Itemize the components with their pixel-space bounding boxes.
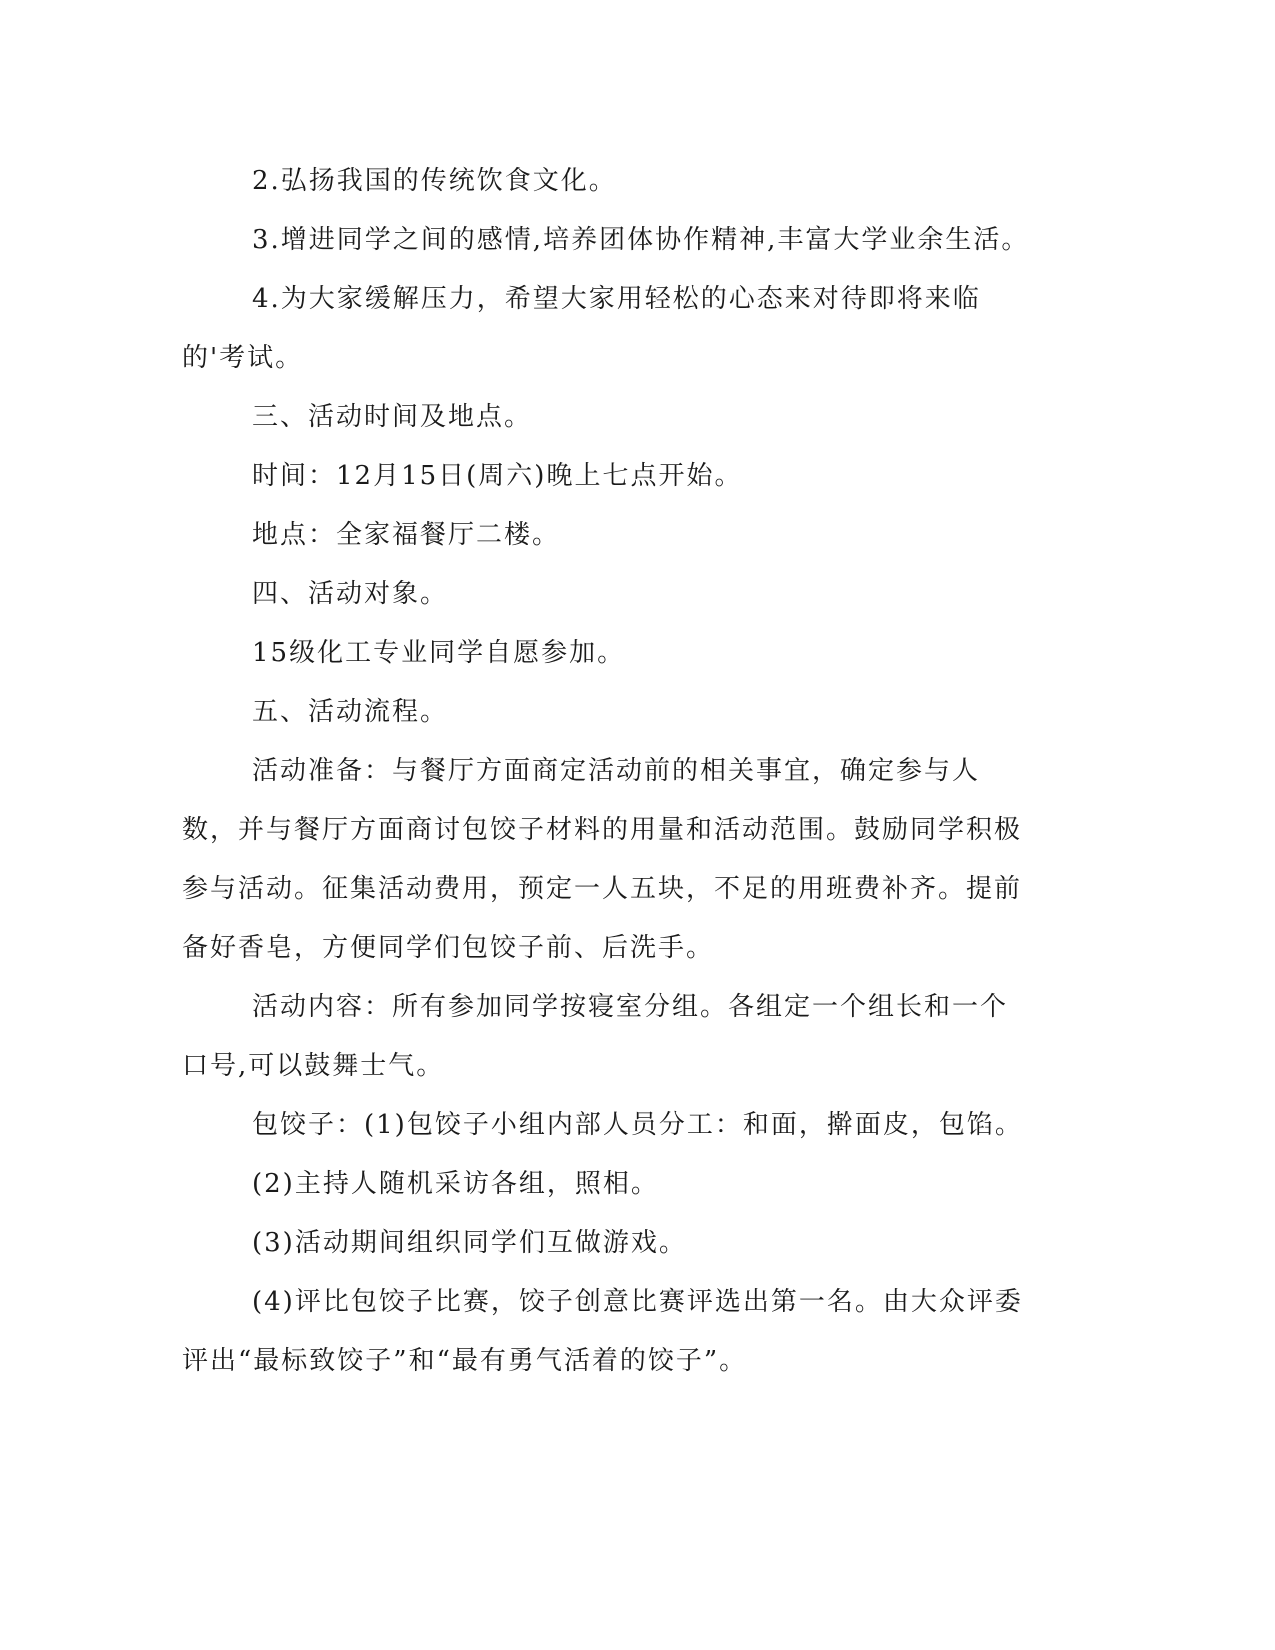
paragraph-dumplings-step-1: 包饺子：(1)包饺子小组内部人员分工：和面，擀面皮，包馅。	[252, 1110, 1023, 1140]
paragraph-dumplings-step-3: (3)活动期间组织同学们互做游戏。	[252, 1228, 687, 1258]
paragraph-goal-2: 2.弘扬我国的传统饮食文化。	[252, 166, 617, 196]
paragraph-goal-4: 4.为大家缓解压力，希望大家用轻松的心态来对待即将来临的'考试。	[182, 284, 981, 373]
section-heading-participants: 四、活动对象。	[252, 579, 449, 609]
paragraph-participants: 15级化工专业同学自愿参加。	[252, 638, 626, 668]
paragraph-time: 时间：12月15日(周六)晚上七点开始。	[252, 461, 743, 491]
section-heading-time-place: 三、活动时间及地点。	[252, 402, 533, 432]
paragraph-goal-3: 3.增进同学之间的感情,培养团体协作精神,丰富大学业余生活。	[252, 225, 1030, 255]
paragraph-dumplings-step-4: (4)评比包饺子比赛，饺子创意比赛评选出第一名。由大众评委评出“最标致饺子”和“最有勇气活着的饺子”。	[182, 1287, 1023, 1376]
paragraph-preparation: 活动准备：与餐厅方面商定活动前的相关事宜，确定参与人数，并与餐厅方面商讨包饺子材料的用量和活动范围。鼓励同学积极参与活动。征集活动费用，预定一人五块，不足的用班费补齐。提前备好香皂，方便同学们包饺子前、后洗手。	[182, 756, 1023, 963]
paragraph-place: 地点：全家福餐厅二楼。	[252, 520, 561, 550]
paragraph-content: 活动内容：所有参加同学按寝室分组。各组定一个组长和一个口号,可以鼓舞士气。	[182, 992, 1009, 1081]
section-heading-process: 五、活动流程。	[252, 697, 449, 727]
paragraph-dumplings-step-2: (2)主持人随机采访各组，照相。	[252, 1169, 659, 1199]
